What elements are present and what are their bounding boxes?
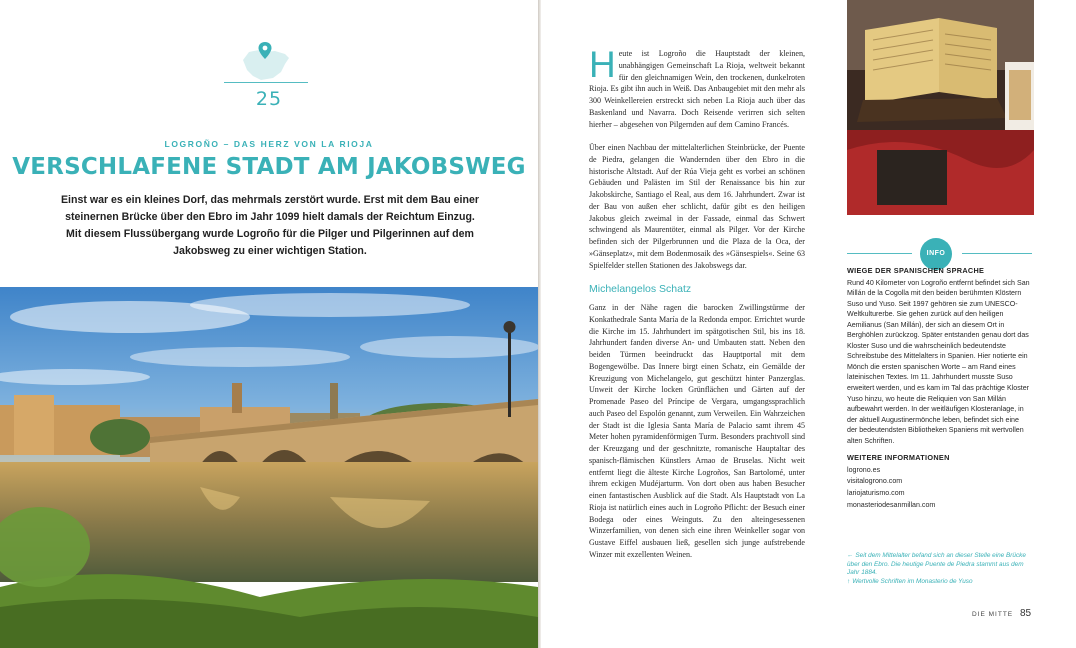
info-link[interactable]: logrono.es [847, 465, 881, 474]
caption-text: Seit dem Mittelalter befand sich an dieser Stelle eine Brücke über den Ebro. Die heutige Puente de Piedra stammt aus dem Jahr 1884. [847, 552, 1026, 577]
article-text: eute ist Logroño die Hauptstadt der kleinen, unabhängigen Gemeinschaft La Rioja, weltweit bekannt für den gleichnamigen Wein, den trockenen, dunkelroten Rioja. Es gibt ihn auch in Weiß. Das Anbaugebiet mit den mehr als 300 Weinkellereien erstreckt sich neben La Rioja auch über das Baskenland und Navarra. Doch Reisende verirren sich selten hierher – abgesehen von Pilgernden auf dem Camino Francés. [589, 49, 805, 129]
kicker: LOGROÑO – DAS HERZ VON LA RIOJA [164, 139, 374, 149]
info-link[interactable]: monasteriodesanmillan.com [847, 500, 936, 509]
page-number: 85 [1020, 608, 1032, 619]
subheading: Michelangelos Schatz [589, 283, 692, 295]
info-body: Rund 40 Kilometer von Logroño entfernt befindet sich San Millán de la Cogolla mit den beiden berühmten Klöstern Suso und Yuso. Seit 1997 gehören sie zum UNESCO-Weltkulturerbe. Sie gehen zurück auf den heiligen Aemilianus (San Millán), der sich an diesem Ort in Berghöhlen zurückzog. Später entstanden genau dort das Kloster Suso und die wahrscheinlich bedeutendste Schreibstube des Mittelalters in Spanien. Hier notierte ein Mönch die ersten spanischen Worte – am Rand eines lateinischen Textes. Im 11. Jahrhundert musste Suso erweitert werden, und es kam im Tal das prächtige Kloster Yuso hinzu, wo heute die Reliquien von San Millán aufbewahrt werden. In der weitläufigen Klosteranlage, in der aktuell Augustinermönche leben, befindet sich eine der bedeutendsten Bibliotheken Spaniens mit wertvollen alten Schriften. [847, 278, 1030, 445]
info-link[interactable]: lariojaturismo.com [847, 489, 905, 498]
spain-map-pin-icon [235, 38, 295, 84]
info-badge: INFO [920, 238, 952, 270]
info-box [847, 266, 1031, 511]
caption-bridge [847, 552, 1037, 578]
lead-paragraph: Einst war es ein kleines Dorf, das mehrmals zerstört wurde. Erst mit dem Bau einer steinernen Brücke über den Ebro im Jahr 1099 hielt damals der Reichtum Einzug. Mit diesem Flussübergang wurde Logroño für die Pilger und Pilgerinnen auf dem Jakobsweg zu einer wichtigen Station. [60, 194, 479, 257]
arrow-left-icon: ← [847, 552, 854, 559]
bridge-photo [0, 287, 538, 648]
info-link[interactable]: visitalogrono.com [847, 477, 903, 486]
chapter-rule [224, 82, 308, 83]
article-paragraph-3: Ganz in der Nähe ragen die barocken Zwillingstürme der Konkathedrale Santa María de la Redonda empor. Errichtet wurde die Kirche im 15. Jahrhundert im spätgotischen Stil, bis ins 18. Jahrhundert fanden diverse An- und Umbauten statt. Neben den beiden Türmen beeindruckt das Hauptportal mit dem Bogengewölbe. Das Innere birgt einen Schatz, ein Gemälde der Kreuzigung von Michelangelo, gut geschützt hinter Panzerglas. Unweit der Kirche locken Grünflächen und Gärten auf der Promenade Paseo del Príncipe de Vergara, umgangssprachlich auch Paseo del Espolón genannt, zum Verweilen. Ein Wahrzeichen der Stadt ist die Iglesia Santa María de Palacio samt ihrem 45 Meter hohen pyramidenförmigen Turm. Besonders prachtvoll sind der Kreuzgang und der geschnitzte, romanische Hauptaltar des spanisch-flämischen Künstlers Arnao de Bruselas. Nicht weit entfernt liegt die älteste Kirche Logroños, San Bartolomé, unter ihrem eckigen Mudéjarturm. Von dort oben aus haben Besucher einen fantastischen Ausblick auf die Stadt. Als Hauptstadt von La Rioja ist natürlich eines auch in Logroño Pflicht: der Besuch einer Bodega oder eines Weinguts. Zu den alteingesessenen Winzerfamilien, von denen sich eine ihren Weinkeller sogar von Gustave Eiffel ausbauen ließ, gesellen sich junge aufstrebende Winzer mit exzellenten Weinen. [589, 303, 805, 559]
info-rule-left [847, 253, 912, 254]
caption-manuscripts [847, 578, 1037, 587]
caption-text: Wertvolle Schriften im Monasterio de Yuso [852, 578, 973, 586]
manuscripts-photo [847, 0, 1034, 215]
info-rule-right [962, 253, 1032, 254]
photo-captions [847, 552, 1037, 587]
more-info-heading: WEITERE INFORMATIONEN [847, 453, 950, 463]
chapter-number: 25 [255, 88, 283, 110]
article-column [589, 44, 805, 572]
article-paragraph-2: Über einen Nachbau der mittelalterlichen Steinbrücke, der Puente de Piedra, gelangen die Wandernden über den Ebro in die historische Altstadt. Auf der Rúa Vieja geht es vorbei an schönen Gebäuden und Palästen im Stil der Renaissance bis hin zur Jakobskirche, Santiago el Real, aus dem 16. Jahrhundert. Zwar ist der Bau von außen eher schlicht, dafür gibt es den heiligen Jakobus gleich zweimal in der Fassade, einmal das Schwert schwingend als Maurentöter, einmal als Pilger. Vor der Kirche befinden sich der Pilgerbrunnen und die Plaza de la Oca, der »Gänseplatz«, mit dem Bodenmosaik des »Gänsespiels«. Seine 63 Spielfelder stellen Stationen des Jakobswegs dar. [589, 143, 805, 270]
footer-section: DIE MITTE [972, 611, 1014, 618]
info-links [847, 465, 1031, 511]
article-paragraph-1 [589, 44, 805, 130]
arrow-up-icon: ↑ [847, 578, 851, 586]
dropcap: H [589, 44, 616, 85]
info-heading: WIEGE DER SPANISCHEN SPRACHE [847, 266, 985, 275]
page-title: VERSCHLAFENE STADT AM JAKOBSWEG [12, 154, 526, 180]
